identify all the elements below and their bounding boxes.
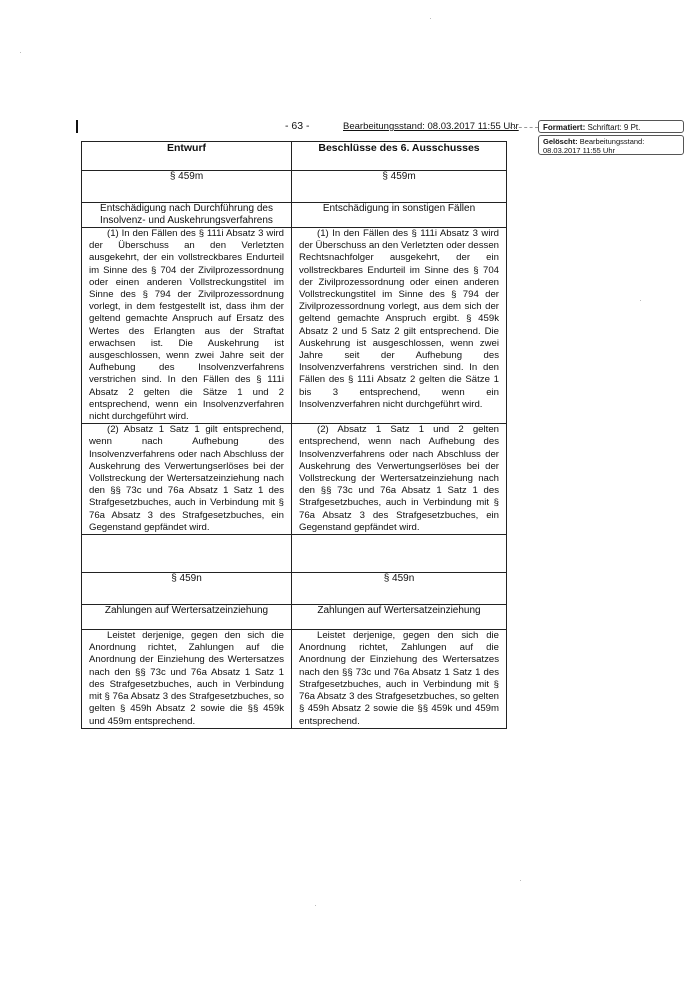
- section-title: Zahlungen auf Wertersatzeinziehung: [82, 605, 292, 630]
- paragraph-row: [82, 630, 507, 729]
- paragraph-cell: [82, 228, 292, 424]
- section-title: Entschädigung nach Durchführung des Insolvenz- und Auskehrungsverfahrens: [82, 203, 292, 228]
- comment-leader-line: [508, 127, 538, 128]
- comment-formatted-label: Formatiert:: [543, 123, 586, 132]
- paragraph-text: (1) In den Fällen des § 111i Absatz 3 wird der Überschuss an den Verletzten ausgekehrt, der ein vollstreckbares Endurteil im Sinne des § 704 der Zivilprozessordnung oder einen anderen Vollstreckungstitel im Sinne des § 794 der Zivilprozessordnung vorlegt, in dem festgestellt ist, dass ihm der geltend gemachte Anspruch auf Ersatz des Wertes des Erlangten aus der Straftat erwachsen ist. Die Auskehrung ist ausgeschlossen, wenn zwei Jahre seit der Aufhebung des Insolvenzverfahrens verstrichen sind. In den Fällen des § 111i Absatz 2 gelten die Sätze 1 und 2 entsprechend, wenn ein Insolvenzverfahren nicht durchgeführt wird.: [89, 228, 284, 423]
- section-title-row: [82, 605, 507, 630]
- section-number: § 459m: [292, 171, 507, 203]
- change-bar: [76, 120, 78, 133]
- section-number-row: [82, 171, 507, 203]
- paragraph-text: (2) Absatz 1 Satz 1 gilt entsprechend, wenn nach Aufhebung des Insolvenzverfahrens oder nach Abschluss der Auskehrung des Verwertungserlöses bei der Vollstreckung der Wertersatzeinziehung nach den §§ 73c und 76a Absatz 1 Satz 1 des Strafgesetzbuches, auch in Verbindung mit § 76a Absatz 3 des Strafgesetzbuches, ein Gegenstand gepfändet wird.: [89, 424, 284, 533]
- scan-speck: [640, 300, 641, 301]
- section-number: § 459n: [82, 573, 292, 605]
- paragraph-text: Leistet derjenige, gegen den sich die Anordnung richtet, Zahlungen auf die Anordnung der Einziehung des Wertersatzes nach den §§ 73c und 76a Absatz 1 Satz 1 des Strafgesetzbuches, auch in Verbindung mit § 76a Absatz 3 des Strafgesetzbuches, so gelten § 459h Absatz 2 sowie die §§ 459k und 459m entsprechend.: [299, 630, 500, 727]
- comment-formatted-text: Schriftart: 9 Pt.: [587, 123, 641, 132]
- page-number: - 63 -: [285, 120, 310, 132]
- section-title: Zahlungen auf Wertersatzeinziehung: [292, 605, 507, 630]
- paragraph-cell: [82, 424, 292, 535]
- table-header-row: [82, 142, 507, 171]
- spacer-row: [82, 535, 507, 573]
- comment-deleted-text: Bearbeitungsstand: 08.03.2017 11:55 Uhr: [543, 137, 645, 155]
- section-number: § 459n: [292, 573, 507, 605]
- section-title-row: [82, 203, 507, 228]
- scan-speck: [20, 52, 21, 53]
- section-number-row: [82, 573, 507, 605]
- section-number: § 459m: [82, 171, 292, 203]
- paragraph-text: Leistet derjenige, gegen den sich die Anordnung richtet, Zahlungen auf die Anordnung der Einziehung des Wertersatzes nach den §§ 73c und 76a Absatz 1 Satz 1 des Strafgesetzbuches, auch in Verbindung mit § 76a Absatz 3 des Strafgesetzbuches, so gelten § 459h Absatz 2 sowie die §§ 459k und 459m entsprechend.: [89, 630, 284, 727]
- comment-formatted[interactable]: [538, 120, 684, 133]
- section-title: Entschädigung in sonstigen Fällen: [292, 203, 507, 228]
- scan-speck: [430, 18, 431, 19]
- synopsis-table: [81, 141, 507, 729]
- revision-status: Bearbeitungsstand: 08.03.2017 11:55 Uhr: [343, 121, 519, 132]
- comment-deleted[interactable]: [538, 135, 684, 155]
- scan-speck: [315, 905, 316, 906]
- paragraph-cell: [292, 228, 507, 424]
- paragraph-row: [82, 228, 507, 424]
- paragraph-cell: [292, 424, 507, 535]
- comment-deleted-label: Gelöscht:: [543, 137, 578, 146]
- paragraph-text: (1) In den Fällen des § 111i Absatz 3 wird der Überschuss an den Verletzten oder dessen Rechtsnachfolger ausgekehrt, der ein vollstreckbares Endurteil im Sinne des § 704 der Zivilprozessordnung oder einen anderen Vollstreckungstitel im Sinne des § 794 der Zivilprozessordnung vorlegt, aus dem sich der geltend gemachte Anspruch ergibt. § 459k Absatz 2 und 5 Satz 2 gilt entsprechend. Die Auskehrung ist ausgeschlossen, wenn zwei Jahre seit der Aufhebung des Insolvenzverfahrens verstrichen sind. In den Fällen des § 111i Absatz 2 gelten die Sätze 1 bis 3 entsprechend, wenn ein Insolvenzverfahren nicht durchgeführt wird.: [299, 228, 499, 410]
- paragraph-cell: [292, 630, 507, 729]
- scan-speck: [520, 880, 521, 881]
- paragraph-text: (2) Absatz 1 Satz 1 und 2 gelten entsprechend, wenn nach Aufhebung des Insolvenzverfahrens oder nach Abschluss der Auskehrung des Verwertungserlöses bei der Vollstreckung der Wertersatzeinziehung nach den §§ 73c und 76a Absatz 1 Satz 1 des Strafgesetzbuches, auch in Verbindung mit § 76a Absatz 3 des Strafgesetzbuches, ein Gegenstand gepfändet wird.: [299, 424, 499, 533]
- paragraph-cell: [82, 630, 292, 729]
- column-header-beschluesse: Beschlüsse des 6. Ausschusses: [292, 142, 507, 171]
- column-header-entwurf: Entwurf: [82, 142, 292, 171]
- paragraph-row: [82, 424, 507, 535]
